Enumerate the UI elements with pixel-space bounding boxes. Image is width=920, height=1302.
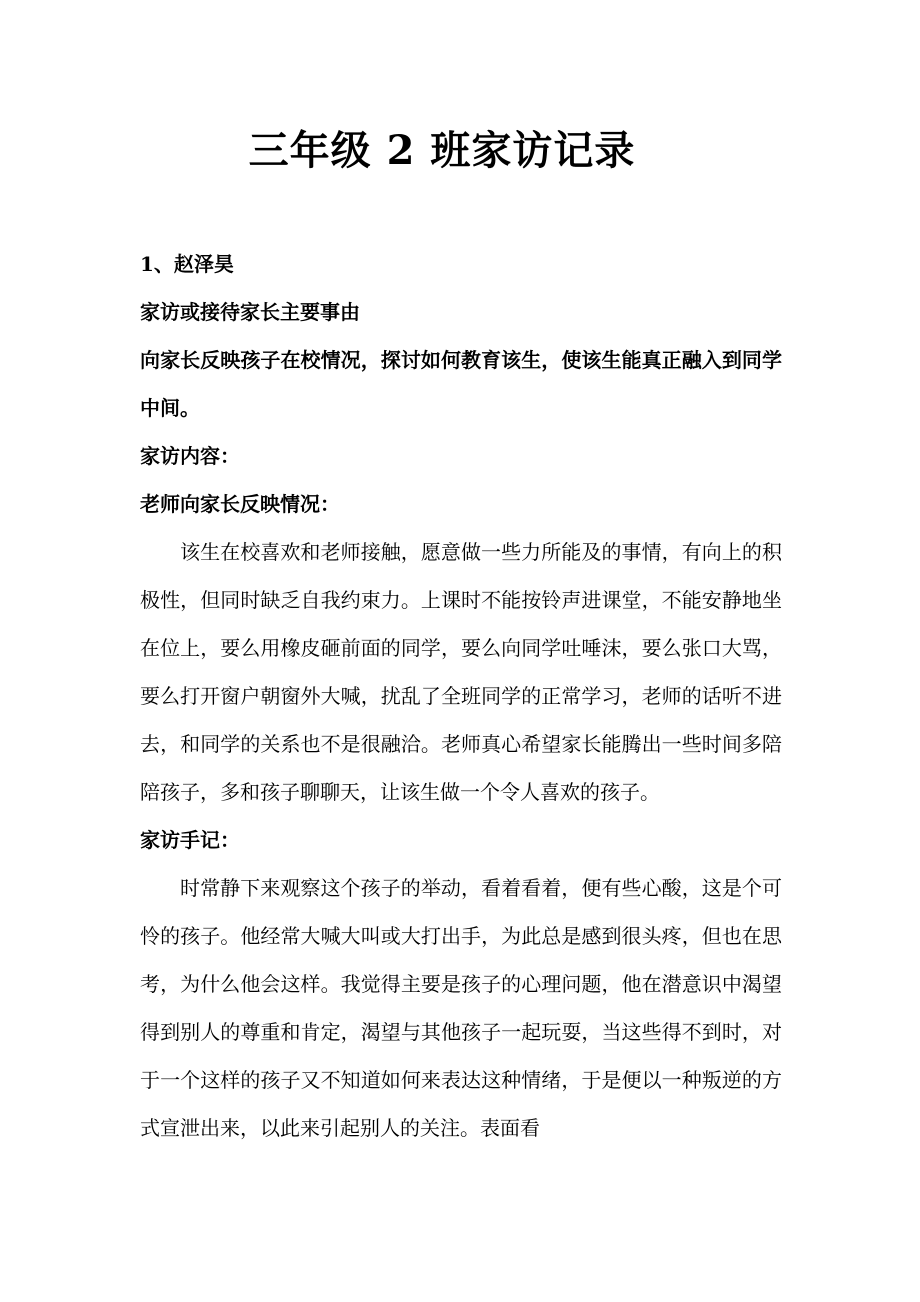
reason-text: 向家长反映孩子在校情况，探讨如何教育该生，使该生能真正融入到同学中间。 <box>140 348 782 420</box>
feedback-label: 老师向家长反映情况： <box>140 492 340 516</box>
document-body <box>140 240 782 1152</box>
record-heading: 1、赵泽昊 <box>140 252 234 276</box>
reason-label: 家访或接待家长主要事由 <box>140 300 360 324</box>
notes-label: 家访手记： <box>140 828 240 852</box>
notes-paragraph: 时常静下来观察这个孩子的举动，看着看着，便有些心酸，这是个可怜的孩子。他经常大喊大叫或大打出手，为此总是感到很头疼，但也在思考，为什么他会这样。我觉得主要是孩子的心理问题，他在潜意识中渴望得到别人的尊重和肯定，渴望与其他孩子一起玩耍，当这些得不到时，对于一个这样的孩子又不知道如何来表达这种情绪，于是便以一种叛逆的方式宣泄出来，以此来引起别人的关注。表面看 <box>140 876 782 1140</box>
page-title: 三年级 2 班家访记录 <box>248 127 636 174</box>
feedback-paragraph: 该生在校喜欢和老师接触，愿意做一些力所能及的事情，有向上的积极性，但同时缺乏自我约束力。上课时不能按铃声进课堂，不能安静地坐在位上，要么用橡皮砸前面的同学，要么向同学吐唾沫，要么张口大骂，要么打开窗户朝窗外大喊，扰乱了全班同学的正常学习，老师的话听不进去，和同学的关系也不是很融洽。老师真心希望家长能腾出一些时间多陪陪孩子，多和孩子聊聊天，让该生做一个令人喜欢的孩子。 <box>140 540 782 804</box>
content-label: 家访内容： <box>140 444 240 468</box>
